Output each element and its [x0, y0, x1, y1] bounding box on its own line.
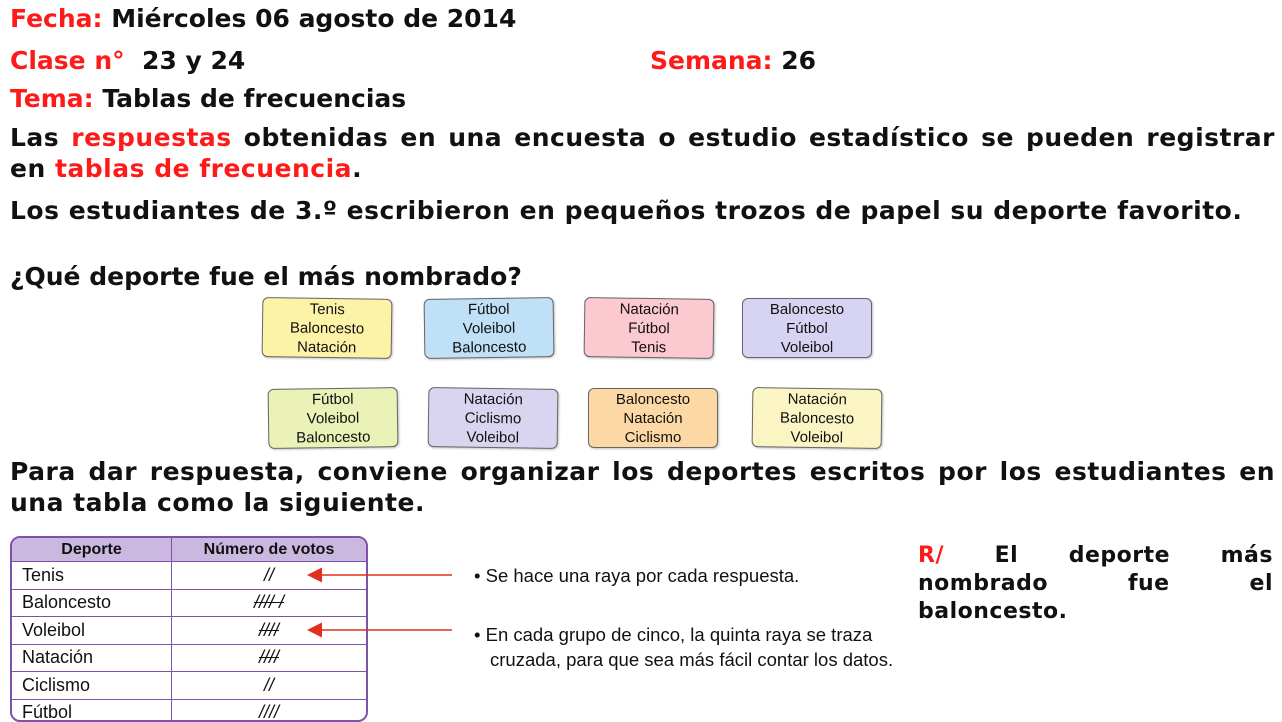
- card-line: Natación: [463, 390, 523, 408]
- answer-prefix: R/: [918, 543, 944, 568]
- answer: [918, 542, 1273, 626]
- sport-cell: Tenis: [12, 562, 172, 589]
- fecha-value: Miércoles 06 agosto de 2014: [111, 4, 517, 33]
- tally-cell: ////: [258, 619, 279, 640]
- card-line: Fútbol: [311, 390, 354, 408]
- students-paragraph: Los estudiantes de 3.º escribieron en pequeños trozos de papel su deporte favorito.: [10, 196, 1243, 225]
- tally-cell: ////: [258, 647, 279, 668]
- tally-cell: //: [263, 674, 274, 695]
- card-line: Baloncesto: [769, 300, 845, 318]
- tally-cell: ////: [258, 702, 279, 722]
- header-votos: Número de votos: [203, 540, 335, 558]
- card-line: Baloncesto: [779, 408, 855, 428]
- card-line: Baloncesto: [452, 337, 527, 357]
- intro-highlight-tablas: tablas de frecuencia: [54, 154, 353, 183]
- clase-label: Clase n°: [10, 46, 125, 75]
- sport-cell: Natación: [12, 645, 172, 672]
- tema-value: Tablas de frecuencias: [102, 84, 407, 113]
- card-line: Baloncesto: [615, 390, 691, 408]
- intro-text-2: obtenidas en una encuesta o estudio estadístico se pueden registrar en: [10, 123, 1275, 183]
- card-line: Tenis: [309, 300, 345, 318]
- card-line: Baloncesto: [289, 318, 365, 338]
- card-line: Natación: [787, 390, 847, 408]
- card-line: Fútbol: [467, 300, 510, 318]
- card-line: Ciclismo: [624, 428, 682, 446]
- sport-cell: Ciclismo: [12, 672, 172, 699]
- card-line: Natación: [297, 338, 357, 356]
- card-line: Voleibol: [780, 338, 834, 356]
- sport-cell: Baloncesto: [12, 590, 172, 617]
- note-one-stroke: • Se hace una raya por cada respuesta.: [474, 565, 800, 586]
- tally-cell: //: [263, 564, 274, 585]
- intro-text-1: Las: [10, 123, 72, 152]
- card-line: Ciclismo: [464, 409, 522, 427]
- intro-highlight-respuestas: respuestas: [71, 123, 232, 152]
- card-line: Tenis: [631, 338, 667, 356]
- answer-text: El deporte más nombrado fue el baloncesto.: [918, 543, 1273, 624]
- sport-cell: Voleibol: [12, 617, 172, 644]
- tally-cell: //// /: [253, 592, 284, 613]
- card-line: Fútbol: [628, 319, 670, 337]
- card-line: Natación: [623, 409, 683, 427]
- semana-value: 26: [781, 46, 817, 75]
- question: ¿Qué deporte fue el más nombrado?: [10, 262, 522, 291]
- sport-cell: Fútbol: [12, 700, 172, 722]
- card-line: Natación: [619, 300, 679, 318]
- note-1-text: Se hace una raya por cada respuesta.: [485, 565, 800, 586]
- clase-value: 23 y 24: [142, 46, 246, 75]
- note-fifth-stroke: • En cada grupo de cinco, la quinta raya se traza cruzada, para que sea más fácil contar los datos.: [474, 624, 894, 670]
- organize-paragraph: Para dar respuesta, conviene organizar los deportes escritos por los estudiantes en una tabla como la siguiente.: [10, 457, 1275, 517]
- card-line: Baloncesto: [296, 427, 371, 447]
- card-line: Voleibol: [306, 409, 360, 427]
- card-line: Voleibol: [462, 319, 516, 337]
- card-line: Voleibol: [466, 428, 520, 446]
- header-deporte: Deporte: [12, 538, 172, 561]
- tema-label: Tema:: [10, 84, 94, 113]
- intro-text-3: .: [352, 154, 363, 183]
- card-line: Voleibol: [790, 428, 844, 446]
- fecha-label: Fecha:: [10, 4, 103, 33]
- note-2-text: En cada grupo de cinco, la quinta raya se traza cruzada, para que sea más fácil contar los datos.: [485, 624, 894, 670]
- semana-label: Semana:: [650, 46, 773, 75]
- card-line: Fútbol: [786, 319, 828, 337]
